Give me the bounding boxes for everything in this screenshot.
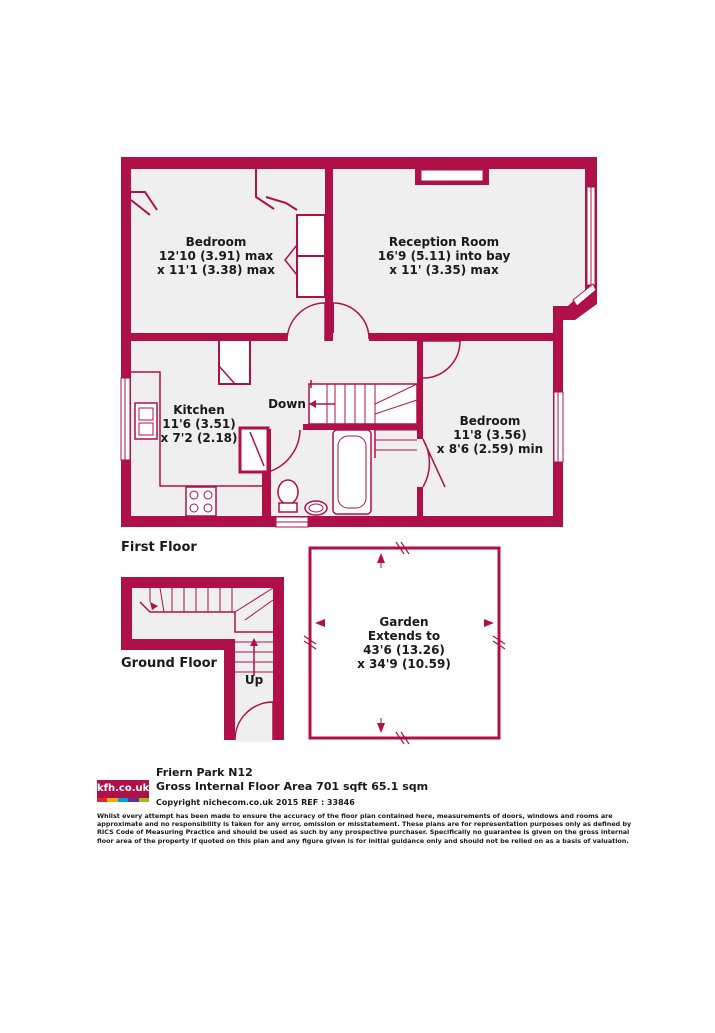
copyright: Copyright nichecom.co.uk 2015 REF : 33846: [156, 798, 355, 807]
first-floor-title: First Floor: [121, 540, 197, 555]
kitchen-name: Kitchen: [173, 403, 225, 417]
kitchen-dim2: x 7'2 (2.18): [160, 431, 238, 445]
bedroom-1-name: Bedroom: [185, 235, 247, 249]
garden-dim1: 43'6 (13.26): [363, 643, 445, 657]
property-address: Friern Park N12: [156, 766, 253, 779]
door-gap-bed1: [287, 333, 325, 341]
gross-floor-area: Gross Internal Floor Area 701 sqft 65.1 sqm: [156, 780, 429, 793]
bay-notch: [563, 304, 597, 527]
reception-dim1: 16'9 (5.11) into bay: [377, 249, 511, 263]
stairs-up-label: Up: [244, 673, 264, 687]
garden-dim2: x 34'9 (10.59): [357, 657, 451, 671]
basin: [305, 501, 327, 515]
ground-floor-title: Ground Floor: [121, 656, 217, 671]
hob: [186, 487, 216, 516]
reception-dim2: x 11' (3.35) max: [389, 263, 499, 277]
wall-bed-reception: [325, 169, 333, 333]
kitchen-cupboard: [219, 341, 250, 384]
wall-hall-bath: [303, 424, 421, 430]
agent-logo[interactable]: [97, 780, 149, 802]
disclaimer: Whilst every attempt has been made to ensure the accuracy of the floor plan contained here, measurements of doors, windows and rooms are approximate and no responsibility is taken for any error, omission or misstatement. These plans are for representation purposes only as defined by RICS Code of Measuring Practice and should be used as such by any prospective purchaser. Specifically no guarantee is given on the gross internal floor area of the property if quoted on this plan and any figure given is for initial guidance only and should not be relied on as a basis of valuation.: [97, 812, 632, 845]
garden-extends: Extends to: [367, 629, 441, 643]
logo-text: kfh.co.uk: [97, 783, 150, 794]
toilet: [278, 480, 298, 504]
bedroom-1-dim2: x 11'1 (3.38) max: [157, 263, 275, 277]
reception-name: Reception Room: [388, 235, 500, 249]
logo-colour-bar: [97, 798, 149, 802]
bedroom-2-dim1: 11'8 (3.56): [453, 428, 527, 442]
bedroom-1-dim1: 12'10 (3.91) max: [158, 249, 274, 263]
bedroom-2-name: Bedroom: [459, 414, 521, 428]
door-gap-reception: [333, 333, 369, 341]
stairs-down-label: Down: [268, 397, 306, 411]
garden-name: Garden: [379, 615, 429, 629]
first-floor-plan: [121, 157, 597, 527]
bedroom-2-dim2: x 8'6 (2.59) min: [436, 442, 544, 456]
door-gap-bed2: [417, 439, 423, 487]
kitchen-dim1: 11'6 (3.51): [162, 417, 236, 431]
